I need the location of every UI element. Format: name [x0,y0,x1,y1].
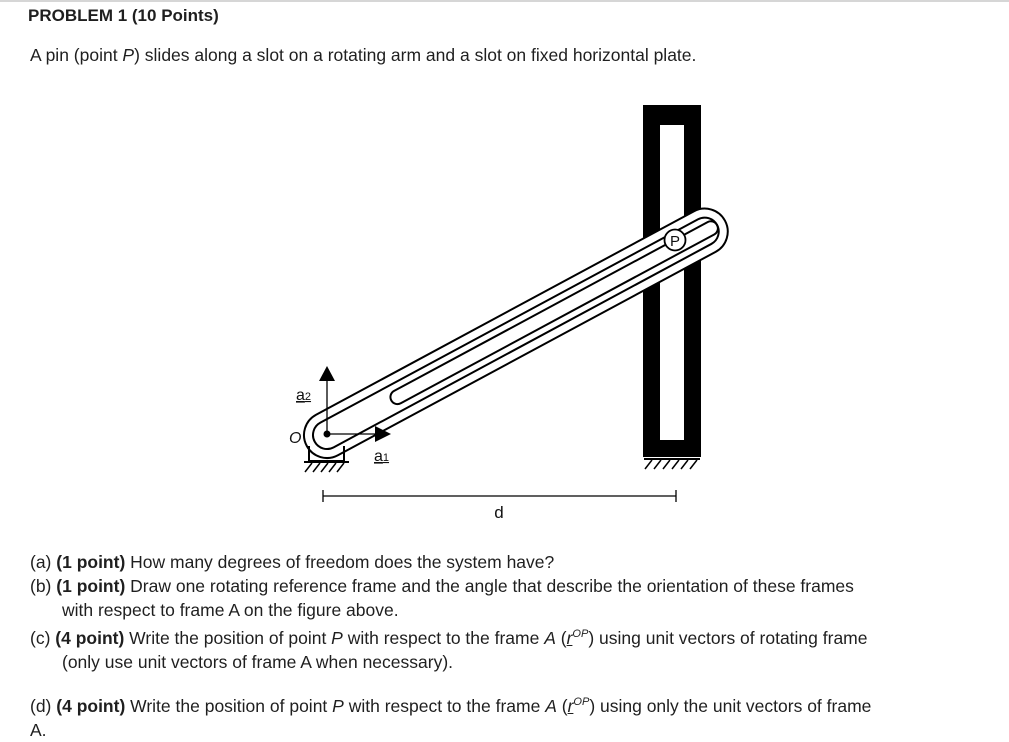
pin-p-label: P [669,233,681,250]
question-d [30,690,871,742]
label-a1 [374,448,389,465]
label-a1-sub: 1 [382,452,390,464]
question-d-sup: OP [573,696,590,708]
question-c-sup: OP [572,628,589,640]
question-c-points: (4 point) [55,627,125,648]
question-a-text: How many degrees of freedom does the system have? [125,552,555,572]
question-a-points: (1 point) [56,552,126,572]
question-c-frame: A [544,627,556,648]
label-origin: O [289,430,302,447]
question-b-points: (1 point) [56,576,126,596]
question-c-point: P [331,627,343,648]
question-b-text-2: with respect to frame A on the figure above. [62,600,399,620]
question-d-label: (d) [30,695,52,716]
intro-point: P [122,45,135,65]
dimension-label: d [494,503,504,522]
question-b [30,574,854,622]
plate-ground-hatch [645,460,697,469]
question-d-t2: with respect to the frame [343,695,546,716]
question-d-t1: Write the position of point [125,695,333,716]
question-a-label: (a) [30,552,52,572]
intro-text-1: A pin (point [30,45,123,65]
question-d-t3: ( [556,695,568,716]
question-c-label: (c) [30,627,51,648]
question-c-t2: with respect to the frame [342,627,545,648]
label-a2-letter: a [296,387,305,404]
a2-arrowhead [319,366,335,381]
question-b-label: (b) [30,576,52,596]
question-d-r: r [567,695,574,716]
question-d-point: P [332,695,344,716]
origin-point [324,431,331,438]
question-c-r: r [566,627,573,648]
support-ground-hatch [305,463,344,472]
question-a [30,550,554,574]
question-d-frame: A [545,695,557,716]
question-c [30,622,867,674]
fixed-plate-slot [660,125,684,440]
question-c-t1: Write the position of point [124,627,332,648]
question-b-text-1: Draw one rotating reference frame and the angle that describe the orientation of these frames [125,576,854,596]
question-d-t4: ) using only the unit vectors of frame [589,695,872,716]
question-c-line-2: (only use unit vectors of frame A when necessary). [62,651,454,672]
question-d-line-2: A. [30,719,47,740]
label-a1-letter: a [374,448,383,465]
problem-title: PROBLEM 1 (10 Points) [28,6,219,25]
question-d-points: (4 point) [56,695,126,716]
label-a2-sub: 2 [304,391,312,403]
question-c-t4: ) using unit vectors of rotating frame [588,627,868,648]
label-a2 [296,387,311,404]
question-c-t3: ( [555,627,567,648]
intro-text-2: ) slides along a slot on a rotating arm and a slot on fixed horizontal plate. [134,45,697,65]
